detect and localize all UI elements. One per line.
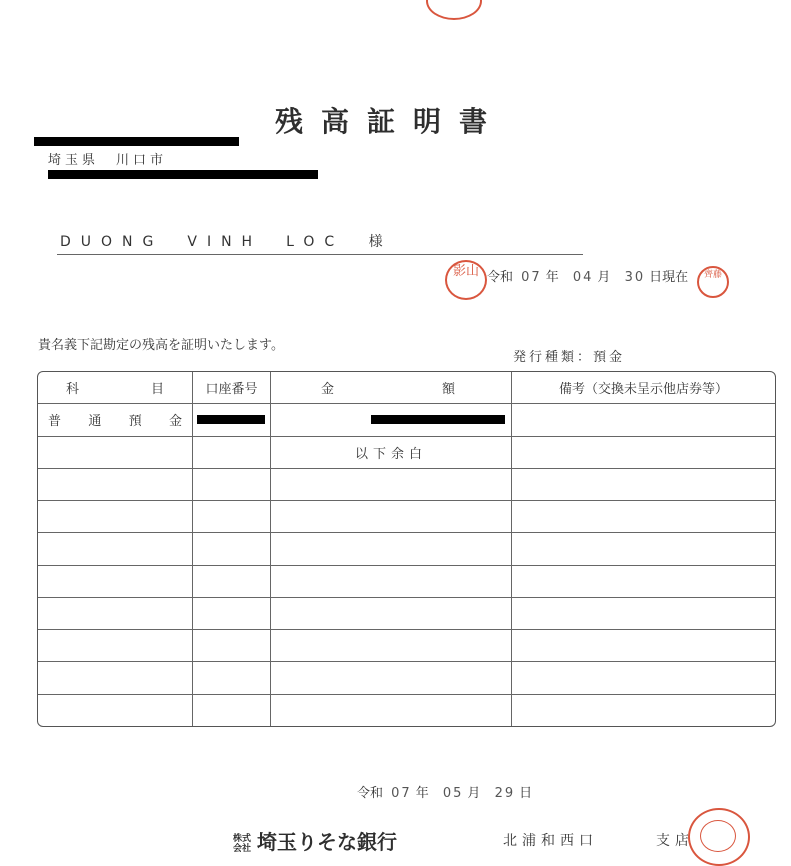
bank-name-text: 埼玉りそな銀行 (257, 830, 397, 854)
issue-year-unit: 年 (415, 786, 429, 801)
header-subject-b: 目 (150, 382, 164, 398)
as-of-month-unit: 月 (597, 270, 611, 285)
table-row (38, 695, 775, 726)
subject-char: 預 (128, 414, 142, 430)
table-row (38, 437, 775, 469)
as-of-year: 07 (521, 270, 542, 285)
certification-statement: 貴名義下記勘定の残高を証明いたします。 (38, 338, 284, 353)
branch-name: 北浦和西口 (503, 833, 598, 849)
bank-seal (688, 808, 750, 866)
table-row (38, 469, 775, 501)
as-of-month: 04 (572, 270, 594, 285)
header-amount-a: 金 (321, 382, 335, 398)
issue-type: 発行種類：預金 (513, 350, 626, 365)
issue-month-unit: 月 (467, 786, 481, 801)
redaction-postal-code (34, 137, 239, 146)
recipient-honorific: 様 (368, 234, 389, 250)
bank-name (233, 826, 397, 855)
issue-year: 07 (391, 786, 412, 801)
header-amount-b: 額 (441, 382, 455, 398)
issue-era: 令和 (357, 786, 384, 801)
cell-remarks (512, 404, 775, 436)
issue-day-unit: 日 (519, 786, 533, 801)
document-title: 残高証明書 (275, 105, 506, 138)
table-row (38, 566, 775, 598)
table-row (38, 630, 775, 662)
subject-char: 通 (88, 414, 102, 430)
header-subject-a: 科 (66, 382, 80, 398)
issue-date (357, 782, 532, 801)
redaction-amount (371, 415, 505, 424)
table-header-row (38, 372, 775, 404)
seal-saito (697, 266, 729, 298)
header-subject (38, 372, 193, 404)
seal-kageyama (445, 260, 487, 300)
address-city: 埼玉県 川口市 (48, 153, 168, 168)
branch-unit: 支店 (656, 833, 694, 849)
issue-month: 05 (442, 786, 464, 801)
table-row (38, 501, 775, 533)
as-of-date (487, 266, 688, 285)
bank-seal-inner-ring (700, 820, 736, 852)
cell-blank-remainder: 以下余白 (271, 437, 512, 469)
subject-char: 普 (48, 414, 62, 430)
table-row (38, 533, 775, 565)
redaction-account-number (197, 415, 265, 424)
header-account: 口座番号 (193, 372, 271, 404)
cell-subject (38, 404, 193, 436)
corp-mark: 株式会社 (233, 833, 252, 854)
seal-saito-text: 齊藤 (703, 270, 722, 280)
cell-amount (271, 404, 512, 436)
recipient-name (60, 231, 389, 251)
as-of-year-unit: 年 (545, 270, 559, 285)
top-stamp (426, 0, 482, 20)
balance-table (37, 371, 776, 727)
as-of-era: 令和 (487, 270, 514, 285)
redaction-street-address (48, 170, 318, 179)
as-of-day-unit: 日現在 (649, 270, 689, 285)
table-row (38, 404, 775, 436)
issue-day: 29 (494, 786, 516, 801)
header-amount (271, 372, 512, 404)
seal-kageyama-text: 影山 (452, 264, 479, 279)
table-row (38, 662, 775, 694)
cell-account (193, 404, 271, 436)
recipient-underline (57, 254, 583, 255)
subject-char: 金 (168, 414, 182, 430)
recipient-name-text: DUONG VINH LOC (60, 234, 345, 250)
as-of-day: 30 (624, 270, 646, 285)
header-remarks: 備考（交換未呈示他店券等） (512, 372, 775, 404)
table-row (38, 598, 775, 630)
